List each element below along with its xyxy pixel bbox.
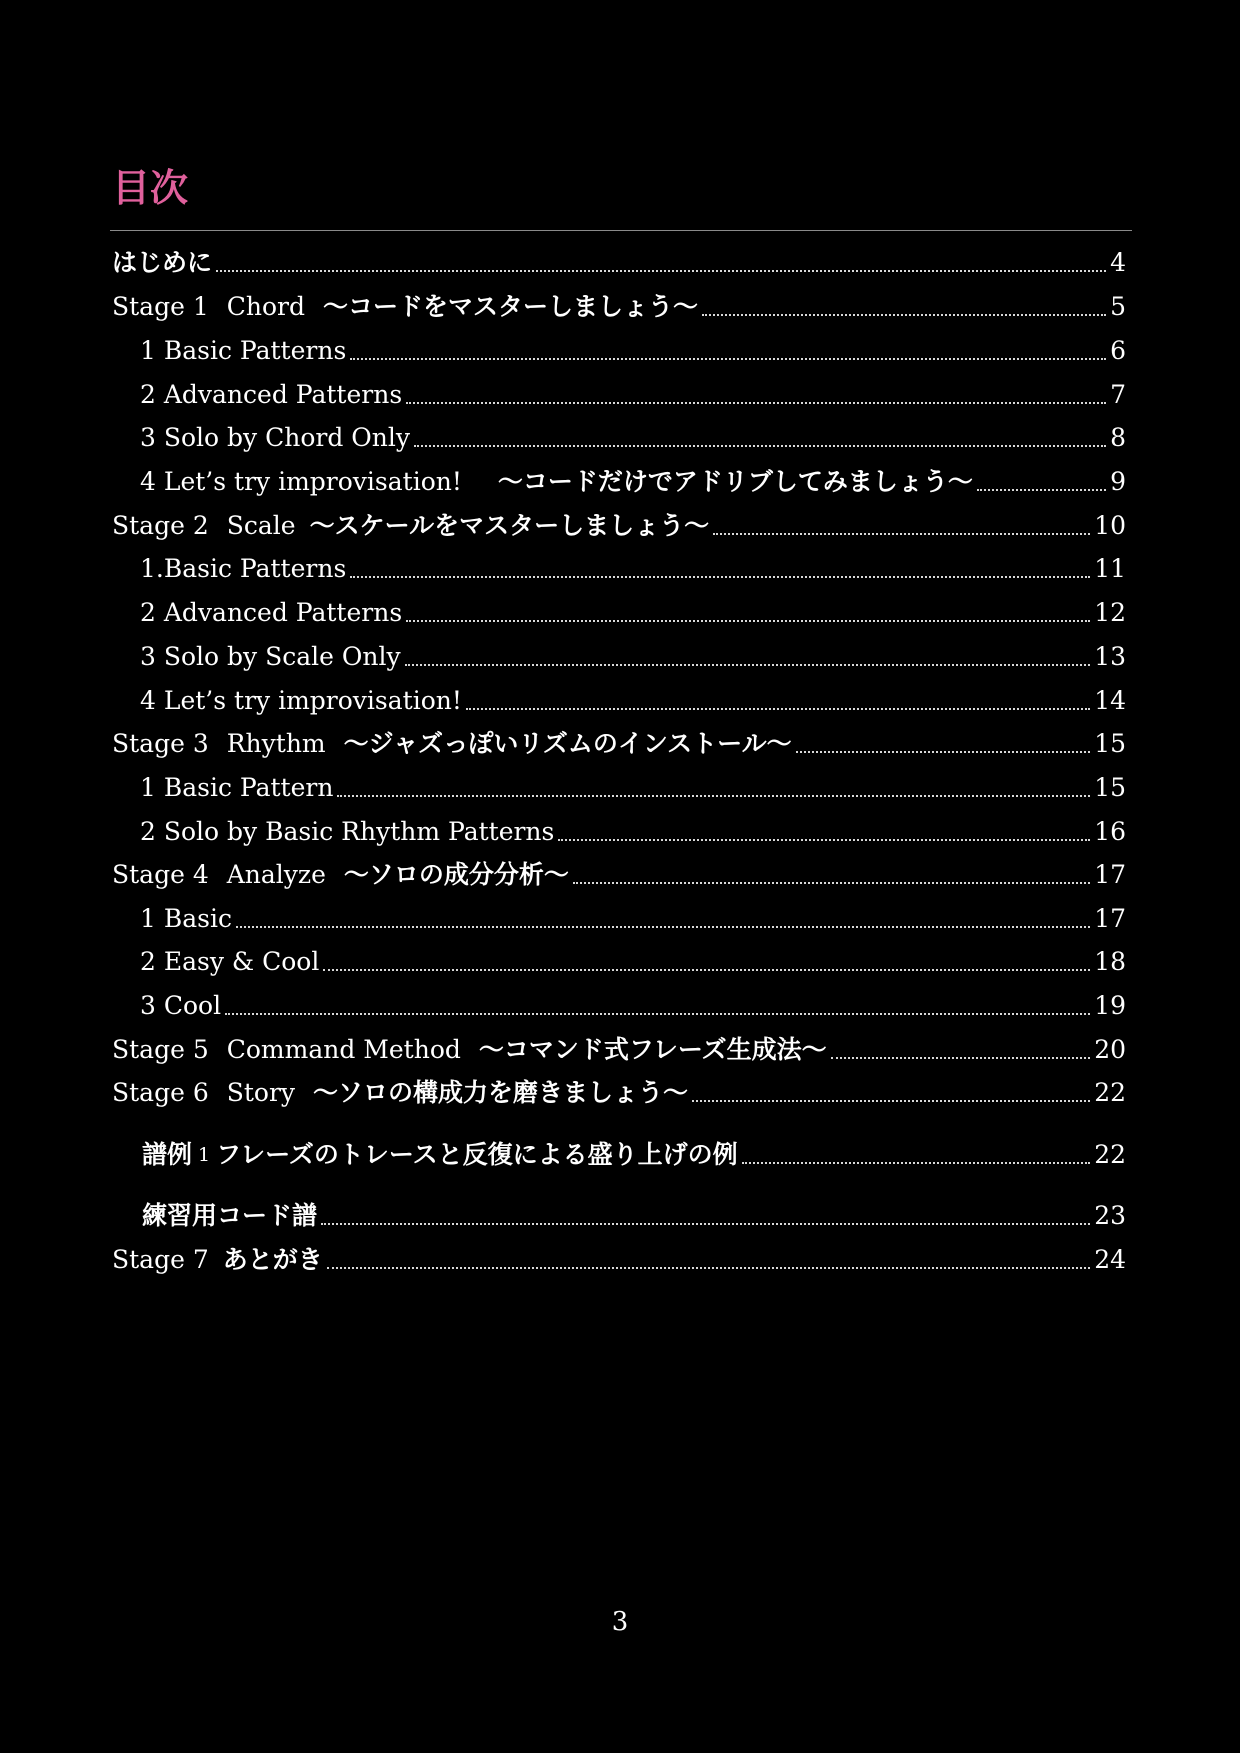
dot-leader xyxy=(466,708,1090,710)
dot-leader xyxy=(405,664,1091,666)
toc-entry-2-improvisation[interactable] xyxy=(0,678,1240,718)
dot-leader xyxy=(692,1100,1090,1102)
toc-entry-practice-chord-chart[interactable] xyxy=(0,1193,1240,1233)
page-number: 22 xyxy=(1094,1140,1126,1169)
page-number: 14 xyxy=(1094,686,1126,715)
entry-title: 3 Solo by Scale Only xyxy=(140,642,401,671)
page-number: 16 xyxy=(1094,817,1126,846)
entry-subtitle: ～コードだけでアドリブしてみましょう～ xyxy=(497,467,973,496)
toc-entry-1-advanced-patterns[interactable] xyxy=(0,372,1240,412)
page-number: 20 xyxy=(1094,1035,1126,1064)
dot-leader xyxy=(702,314,1106,316)
dot-leader xyxy=(831,1057,1091,1059)
toc-entry-2-solo-by-scale[interactable] xyxy=(0,634,1240,674)
dot-leader xyxy=(321,1223,1090,1225)
page-number: 17 xyxy=(1094,904,1126,933)
entry-title: 1 Basic Patterns xyxy=(140,336,347,365)
dot-leader xyxy=(558,839,1090,841)
toc-entry-stage-1[interactable] xyxy=(0,284,1240,324)
page-number: 15 xyxy=(1094,773,1126,802)
dot-leader xyxy=(977,489,1106,491)
entry-number: 1 xyxy=(198,1144,211,1166)
toc-entry-2-advanced-patterns[interactable] xyxy=(0,590,1240,630)
entry-title: 2 Advanced Patterns xyxy=(140,380,403,409)
page-number: 9 xyxy=(1110,467,1126,496)
stage-label: Stage 4 xyxy=(112,860,209,889)
dot-leader xyxy=(796,751,1091,753)
stage-title: Command Method xyxy=(226,1035,461,1064)
stage-subtitle: ～コマンド式フレーズ生成法～ xyxy=(478,1035,827,1064)
stage-title: Chord xyxy=(226,292,305,321)
toc-entry-3-basic-pattern[interactable] xyxy=(0,765,1240,805)
page-number: 5 xyxy=(1110,292,1126,321)
stage-subtitle: ～ジャズっぽいリズムのインストール～ xyxy=(343,729,792,758)
entry-title: 2 Solo by Basic Rhythm Patterns xyxy=(140,817,555,846)
entry-title: 2 Easy & Cool xyxy=(140,947,320,976)
dot-leader xyxy=(225,1013,1090,1015)
stage-subtitle: あとがき xyxy=(222,1245,323,1274)
stage-subtitle: ～コードをマスターしましょう～ xyxy=(322,292,698,321)
dot-leader xyxy=(327,1267,1090,1269)
toc-entry-stage-4[interactable] xyxy=(0,852,1240,892)
toc-entry-stage-7[interactable] xyxy=(0,1237,1240,1277)
dot-leader xyxy=(350,576,1090,578)
entry-title: 3 Cool xyxy=(140,991,222,1020)
toc-entry-3-solo-by-rhythm[interactable] xyxy=(0,809,1240,849)
dot-leader xyxy=(406,620,1090,622)
toc-entry-stage-6[interactable] xyxy=(0,1070,1240,1110)
dot-leader xyxy=(337,795,1090,797)
page-number: 11 xyxy=(1094,554,1126,583)
entry-title: 1 Basic Pattern xyxy=(140,773,334,802)
page-number: 6 xyxy=(1110,336,1126,365)
page-number: 23 xyxy=(1094,1201,1126,1230)
toc-entry-stage-2[interactable] xyxy=(0,503,1240,543)
stage-subtitle: ～スケールをマスターしましょう～ xyxy=(309,511,710,540)
page-footer-number: 3 xyxy=(611,1607,629,1637)
page-number: 10 xyxy=(1094,511,1126,540)
stage-label: Stage 6 xyxy=(112,1078,209,1107)
entry-title: はじめに xyxy=(112,248,213,277)
entry-title: 4 Let’s try improvisation! xyxy=(140,686,462,715)
page-number: 24 xyxy=(1094,1245,1126,1274)
dot-leader xyxy=(713,533,1090,535)
toc-entry-score-example-1[interactable] xyxy=(0,1132,1240,1172)
stage-label: Stage 5 xyxy=(112,1035,209,1064)
page-number: 22 xyxy=(1094,1078,1126,1107)
page-number: 7 xyxy=(1110,380,1126,409)
toc-entry-1-solo-by-chord[interactable] xyxy=(0,415,1240,455)
page-number: 17 xyxy=(1094,860,1126,889)
toc-entry-2-basic-patterns[interactable] xyxy=(0,546,1240,586)
dot-leader xyxy=(350,358,1106,360)
stage-subtitle: ～ソロの構成力を磨きましょう～ xyxy=(313,1078,689,1107)
entry-title: 練習用コード譜 xyxy=(142,1201,318,1230)
page-number: 4 xyxy=(1110,248,1126,277)
toc-entry-introduction[interactable] xyxy=(0,240,1240,280)
entry-title: 1.Basic Patterns xyxy=(140,554,347,583)
stage-title: Analyze xyxy=(226,860,326,889)
stage-label: Stage 3 xyxy=(112,729,209,758)
stage-label: Stage 2 xyxy=(112,511,209,540)
entry-prefix: 譜例 xyxy=(142,1140,193,1169)
page-number: 13 xyxy=(1094,642,1126,671)
heading-divider xyxy=(110,230,1132,231)
page-number: 19 xyxy=(1094,991,1126,1020)
page-number: 8 xyxy=(1110,423,1126,452)
toc-entry-4-basic[interactable] xyxy=(0,896,1240,936)
dot-leader xyxy=(236,926,1090,928)
stage-subtitle: ～ソロの成分分析～ xyxy=(343,860,569,889)
page-number: 18 xyxy=(1094,947,1126,976)
stage-title: Scale xyxy=(226,511,296,540)
toc-entry-stage-5[interactable] xyxy=(0,1027,1240,1067)
dot-leader xyxy=(742,1162,1091,1164)
dot-leader xyxy=(216,270,1106,272)
stage-title: Rhythm xyxy=(226,729,326,758)
page-number: 12 xyxy=(1094,598,1126,627)
dot-leader xyxy=(323,969,1090,971)
entry-title: 2 Advanced Patterns xyxy=(140,598,403,627)
dot-leader xyxy=(573,882,1090,884)
dot-leader xyxy=(406,402,1106,404)
entry-title: 3 Solo by Chord Only xyxy=(140,423,410,452)
stage-title: Story xyxy=(226,1078,296,1107)
entry-title: 1 Basic xyxy=(140,904,232,933)
page-number: 15 xyxy=(1094,729,1126,758)
toc-entry-1-improvisation[interactable] xyxy=(0,459,1240,499)
entry-title: フレーズのトレースと反復による盛り上げの例 xyxy=(216,1140,738,1169)
stage-label: Stage 1 xyxy=(112,292,209,321)
dot-leader xyxy=(414,445,1106,447)
toc-entry-4-cool[interactable] xyxy=(0,983,1240,1023)
toc-entry-stage-3[interactable] xyxy=(0,721,1240,761)
toc-entry-1-basic-patterns[interactable] xyxy=(0,328,1240,368)
toc-heading: 目次 xyxy=(112,166,189,210)
toc-entry-4-easy-cool[interactable] xyxy=(0,939,1240,979)
entry-title: 4 Let’s try improvisation! xyxy=(140,467,462,496)
stage-label: Stage 7 xyxy=(112,1245,209,1274)
